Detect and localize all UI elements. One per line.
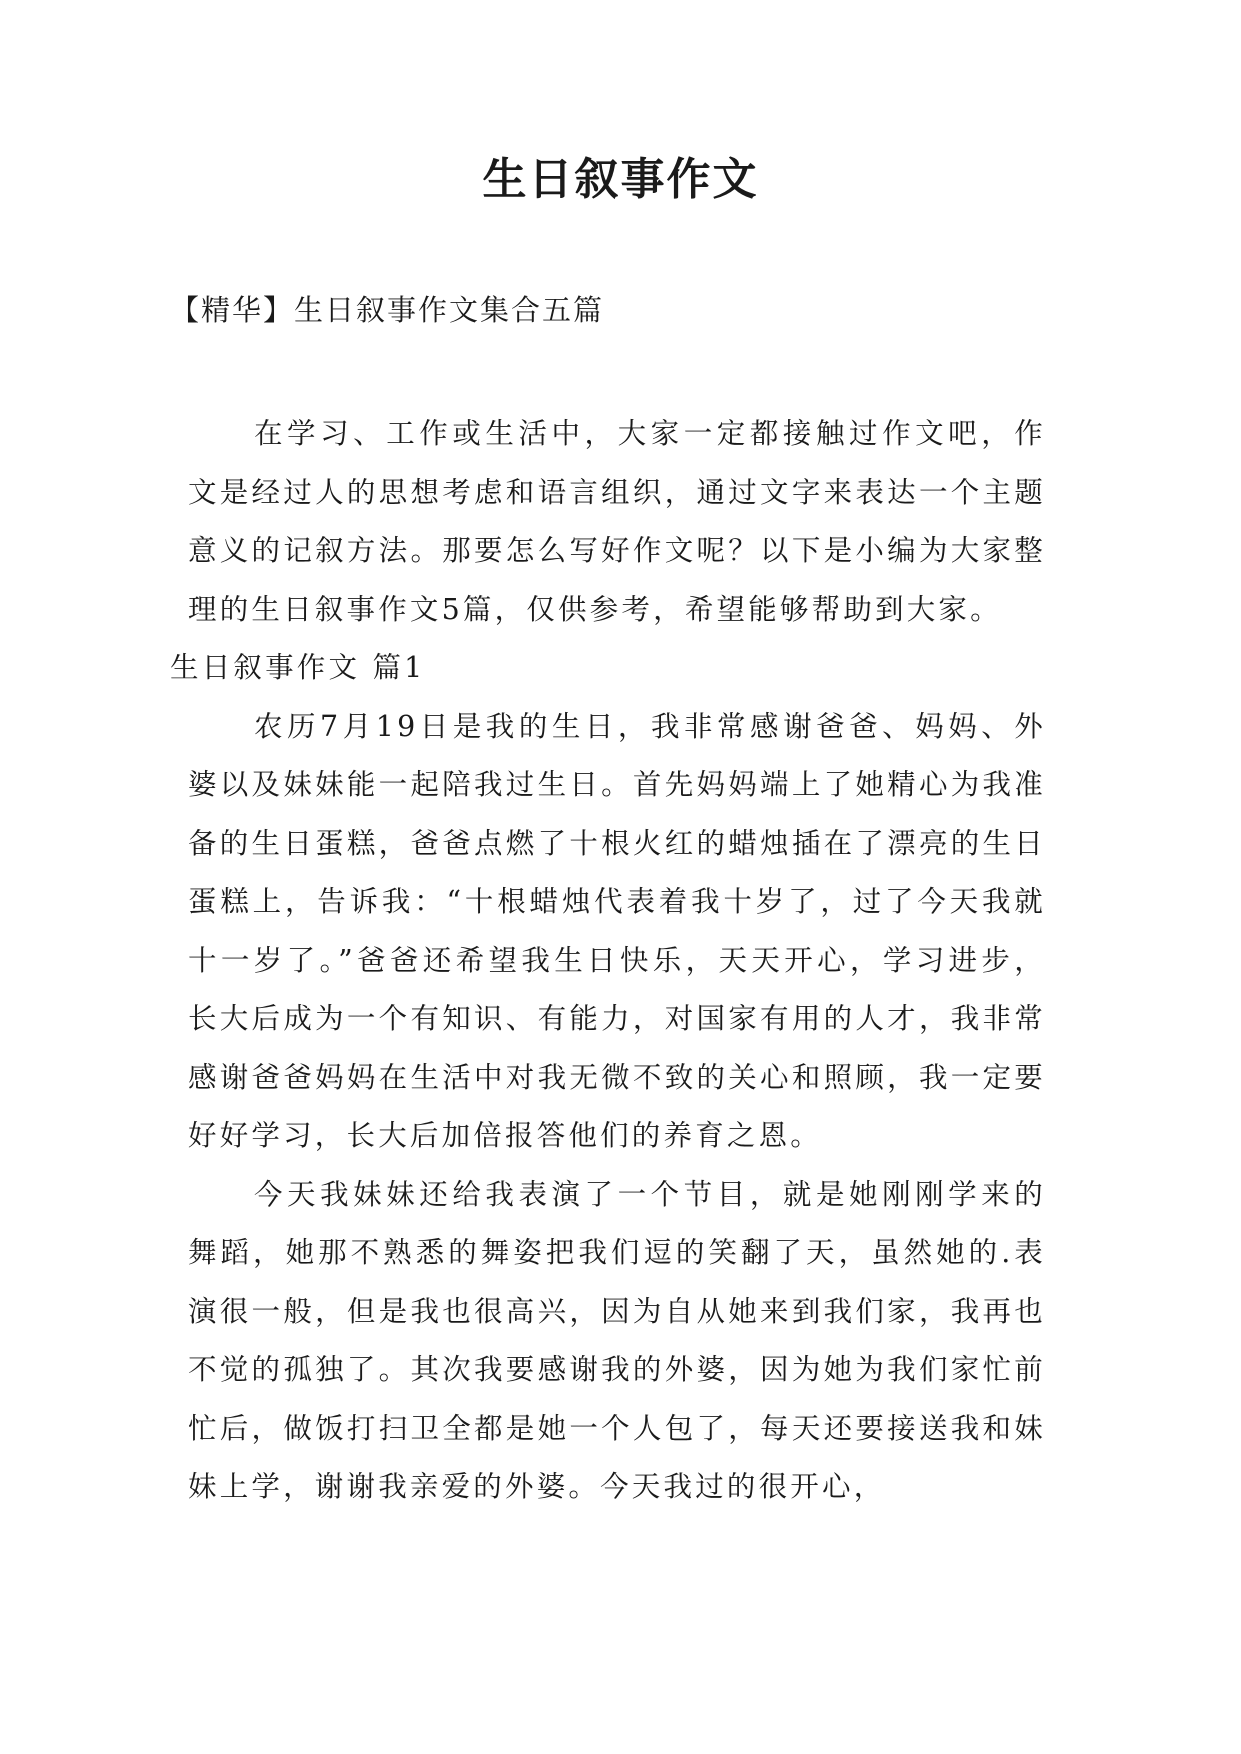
body-paragraph: 今天我妹妹还给我表演了一个节目，就是她刚刚学来的舞蹈，她那不熟悉的舞姿把我们逗的笑翻了天，虽然她的.表演很一般，但是我也很高兴，因为自从她来到我们家，我再也不觉的孤独了。其次我要感谢我的外婆，因为她为我们家忙前忙后，做饭打扫卫全都是她一个人包了，每天还要接送我和妹妹上学，谢谢我亲爱的外婆。今天我过的很开心， — [188, 1177, 1046, 1503]
document-subtitle: 【精华】生日叙事作文集合五篇 — [170, 293, 605, 327]
document-body — [170, 405, 1046, 1517]
body-paragraph: 农历7月19日是我的生日，我非常感谢爸爸、妈妈、外婆以及妹妹能一起陪我过生日。首先妈妈端上了她精心为我准备的生日蛋糕，爸爸点燃了十根火红的蜡烛插在了漂亮的生日蛋糕上，告诉我：“十根蜡烛代表着我十岁了，过了今天我就十一岁了。”爸爸还希望我生日快乐，天天开心，学习进步，长大后成为一个有知识、有能力，对国家有用的人才，我非常感谢爸爸妈妈在生活中对我无微不致的关心和照顾，我一定要好好学习，长大后加倍报答他们的养育之恩。 — [188, 709, 1046, 1152]
intro-paragraph: 在学习、工作或生活中，大家一定都接触过作文吧，作文是经过人的思想考虑和语言组织，通过文字来表达一个主题意义的记叙方法。那要怎么写好作文呢？以下是小编为大家整理的生日叙事作文5篇，仅供参考，希望能够帮助到大家。 — [188, 417, 1046, 626]
section-heading: 生日叙事作文 篇1 — [170, 651, 426, 684]
document-title: 生日叙事作文 — [482, 154, 759, 205]
